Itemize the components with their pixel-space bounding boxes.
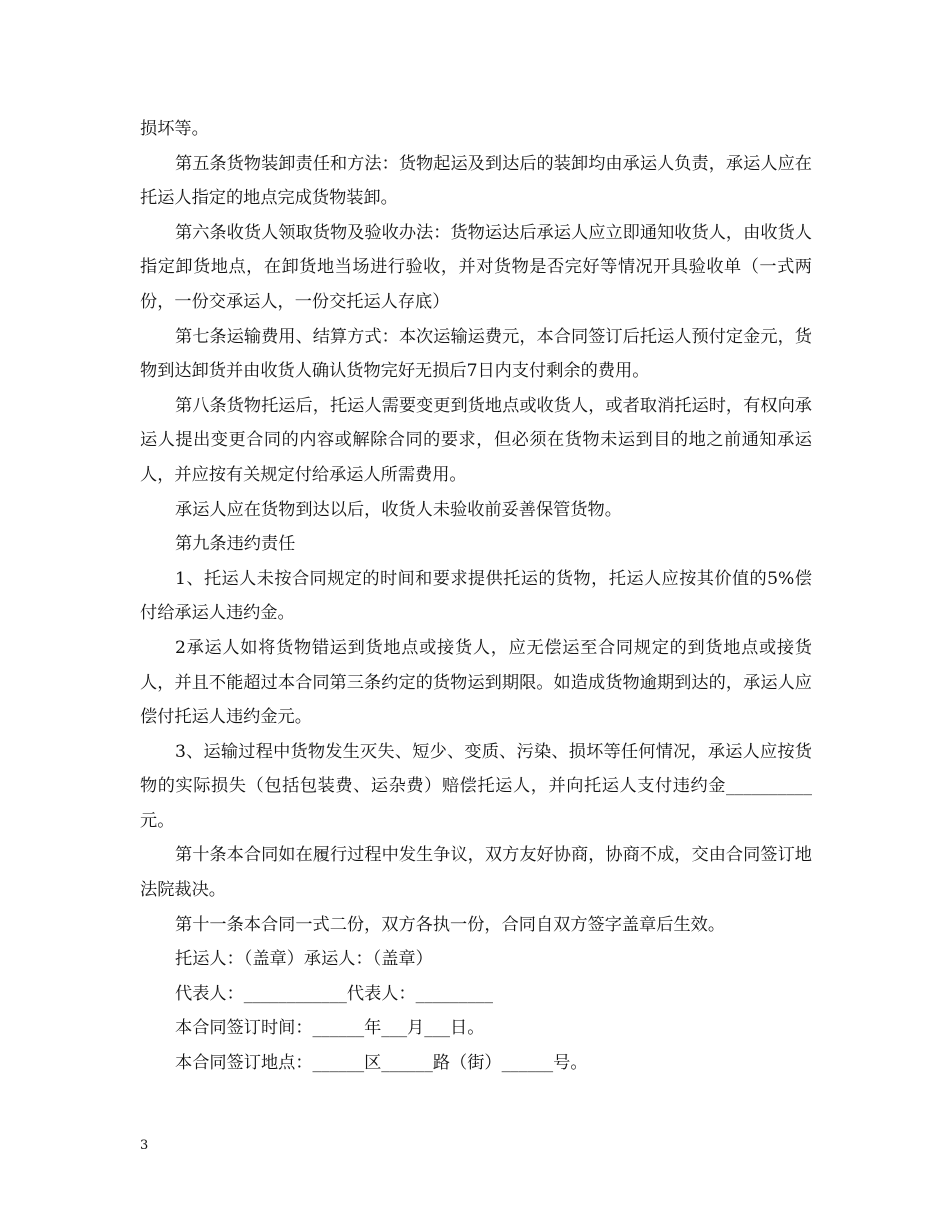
contract-body xyxy=(140,112,812,1081)
paragraph-article-5: 第五条货物装卸责任和方法：货物起运及到达后的装卸均由承运人负责，承运人应在托运人指定的地点完成货物装卸。 xyxy=(140,153,812,209)
paragraph-article-10: 第十条本合同如在履行过程中发生争议，双方友好协商，协商不成，交由合同签订地法院裁决。 xyxy=(140,845,812,901)
paragraph-liability-2: 2承运人如将货物错运到货地点或接货人，应无偿运至合同规定的到货地点或接货人，并且不能超过本合同第三条约定的货物运到期限。如造成货物逾期到达的，承运人应偿付托运人违约金元。 xyxy=(140,637,812,728)
paragraph-continuation: 损坏等。 xyxy=(140,119,209,139)
paragraph-article-11: 第十一条本合同一式二份，双方各执一份，合同自双方签字盖章后生效。 xyxy=(175,914,726,935)
paragraph-liability-1: 1、托运人未按合同规定的时间和要求提供托运的货物，托运人应按其价值的5%偿付给承运人违约金。 xyxy=(140,568,812,624)
page-number: 3 xyxy=(140,1138,149,1153)
paragraph-article-9-heading: 第九条违约责任 xyxy=(175,534,296,555)
paragraph-article-8: 第八条货物托运后，托运人需要变更到货地点或收货人，或者取消托运时，有权向承运人提出变更合同的内容或解除合同的要求，但必须在货物未运到目的地之前通知承运人，并应按有关规定付给承运人所需费用。 xyxy=(140,395,812,485)
paragraph-article-6: 第六条收货人领取货物及验收办法：货物运达后承运人应立即通知收货人，由收货人指定卸货地点，在卸货地当场进行验收，并对货物是否完好等情况开具验收单（一式两份，一份交承运人，一份交托运人存底） xyxy=(140,222,812,312)
paragraph-liability-3: 3、运输过程中货物发生灭失、短少、变质、污染、损坏等任何情况，承运人应按货物的实际损失（包括包装费、运杂费）赔偿托运人，并向托运人支付违约金__________元。 xyxy=(140,741,812,831)
signing-place-line: 本合同签订地点：______区______路（街）______号。 xyxy=(175,1053,588,1074)
signing-date-line: 本合同签订时间：______年___月___日。 xyxy=(175,1018,485,1039)
paragraph-article-7: 第七条运输费用、结算方式：本次运输运费元，本合同签订后托运人预付定金元，货物到达卸货并由收货人确认货物完好无损后7日内支付剩余的费用。 xyxy=(140,326,812,382)
signature-parties-line: 托运人：（盖章）承运人：（盖章） xyxy=(175,949,433,970)
paragraph-carrier-custody: 承运人应在货物到达以后，收货人未验收前妥善保管货物。 xyxy=(175,499,622,520)
representative-line: 代表人：____________代表人：_________ xyxy=(175,983,493,1004)
